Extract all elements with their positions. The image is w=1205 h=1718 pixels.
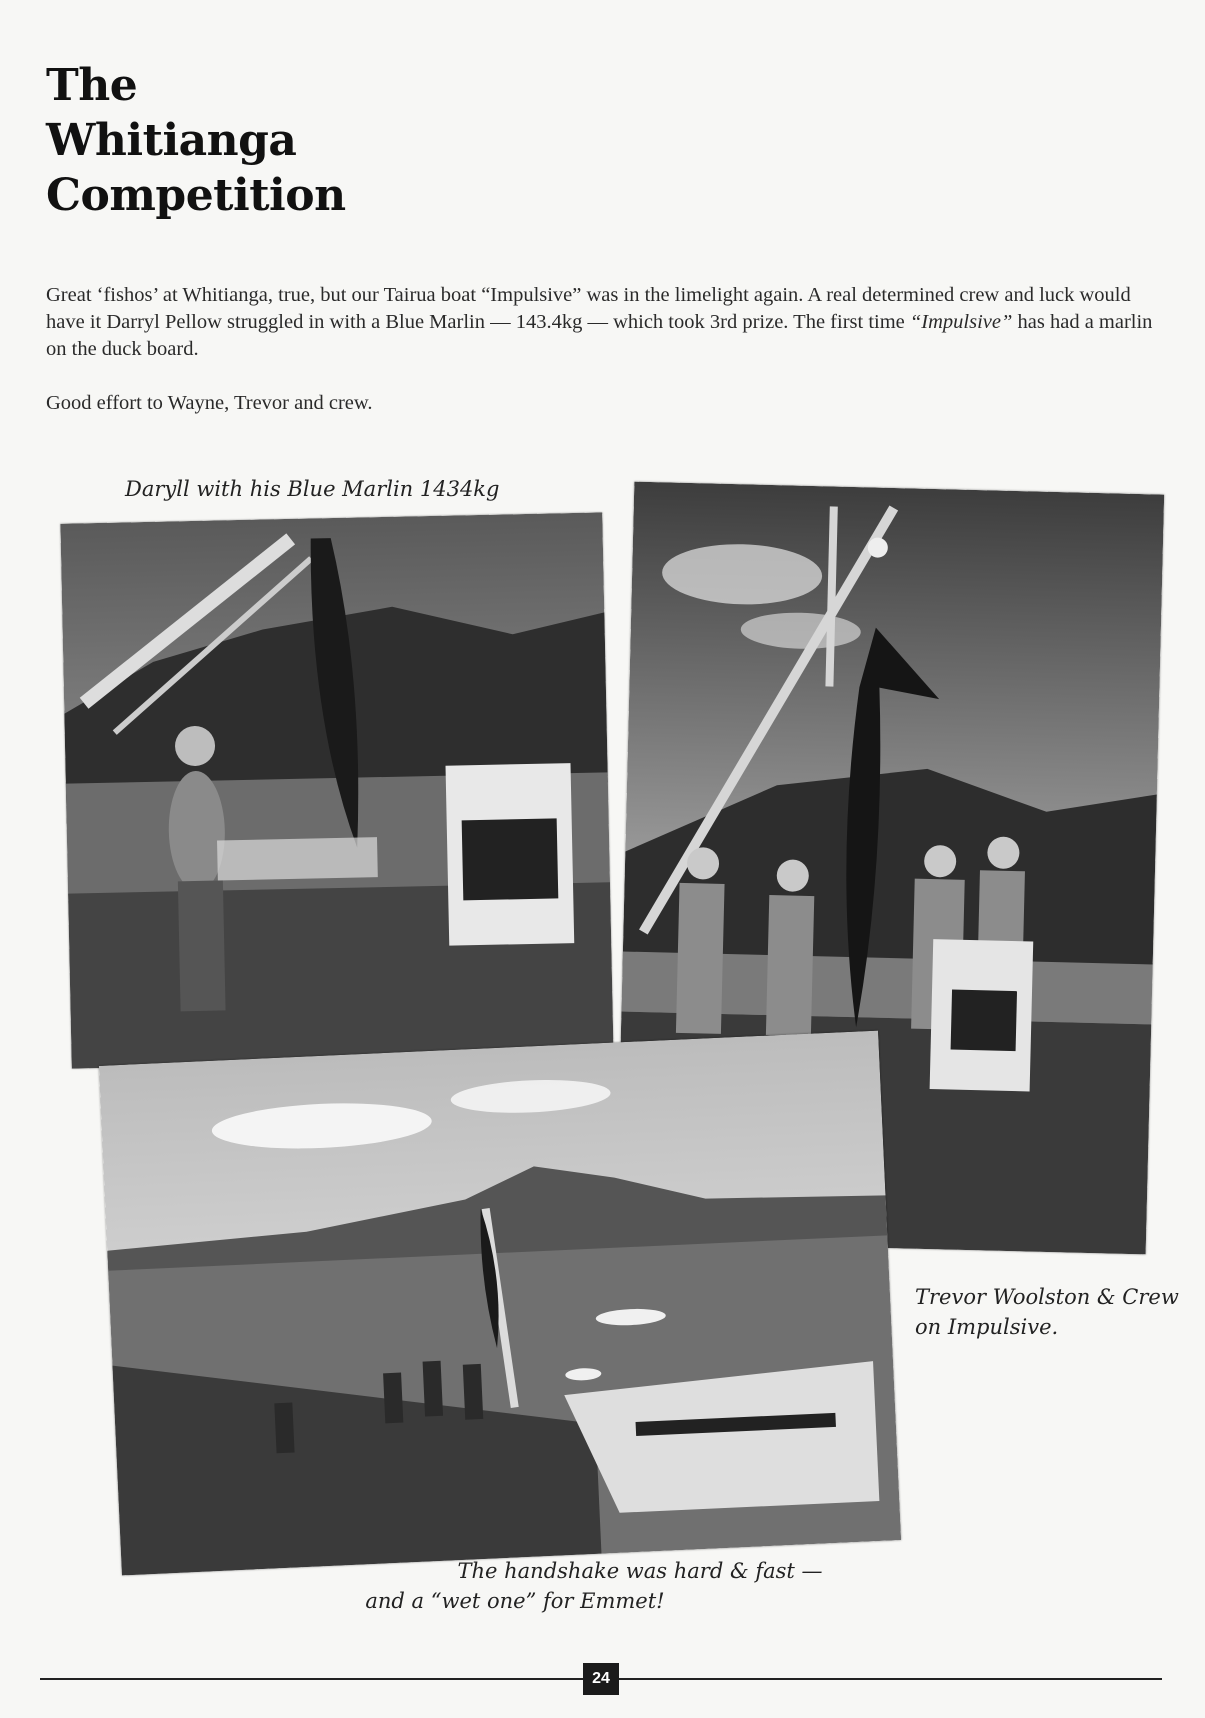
photo-daryll-marlin — [60, 512, 613, 1068]
caption-bottom-line-2: and a “wet one” for Emmet! — [365, 1589, 665, 1613]
photo-handshake — [99, 1031, 901, 1576]
title-line-1: The — [46, 60, 138, 111]
effort-note: Good effort to Wayne, Trevor and crew. — [46, 392, 373, 414]
caption-right-line-2: on Impulsive. — [915, 1315, 1059, 1339]
page-title — [46, 58, 346, 223]
title-line-2: Whitianga — [46, 115, 297, 166]
footer-rule-left — [40, 1678, 583, 1680]
footer-rule-right — [619, 1678, 1162, 1680]
caption-right-line-1: Trevor Woolston & Crew — [915, 1285, 1179, 1309]
title-line-3: Competition — [46, 170, 346, 221]
caption-bottom-photo — [325, 1556, 865, 1616]
caption-bottom-line-1: The handshake was hard & fast — — [457, 1559, 823, 1583]
intro-text-1: Great ‘fishos’ at Whitianga, true, but our Tairua boat “Impulsive” was in the limelight again. A real determined crew and luck would have it Darryl Pellow struggled in with a Blue Marlin — 143.4kg — which took 3rd prize. The first time — [46, 284, 1131, 333]
caption-right-photo — [915, 1282, 1179, 1342]
page-number: 24 — [583, 1663, 619, 1695]
boat-name-emphasis: “Impulsive” — [909, 311, 1013, 333]
caption-left-photo: Daryll with his Blue Marlin 1434kg — [125, 477, 500, 501]
intro-paragraph — [46, 282, 1166, 363]
intro-text-2: has had a marlin on the duck board. — [46, 311, 1153, 360]
